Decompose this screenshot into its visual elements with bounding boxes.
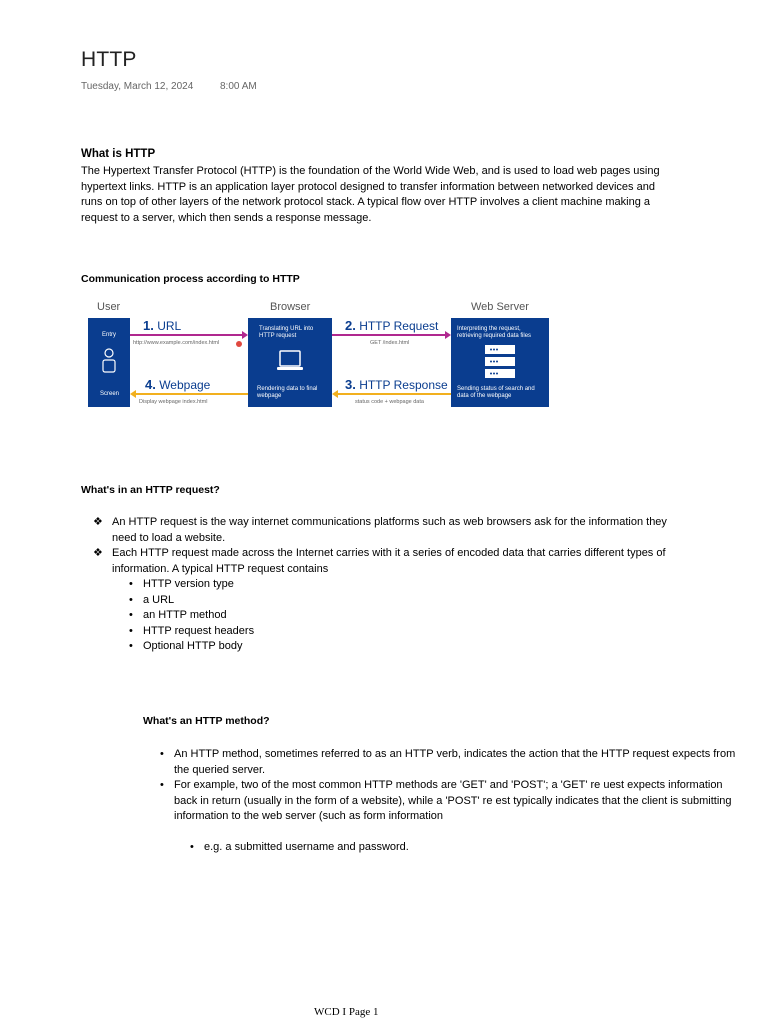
- step4-number: 4.: [145, 377, 156, 392]
- step2-text: HTTP Request: [359, 319, 439, 333]
- page-title: HTTP: [81, 48, 137, 71]
- user-screen-label: Screen: [100, 391, 120, 397]
- diagram-browser-label: Browser: [270, 301, 311, 313]
- page-date: Tuesday, March 12, 2024: [81, 81, 194, 92]
- diagram-user-label: User: [97, 301, 121, 313]
- diagram-server-label: Web Server: [471, 301, 529, 313]
- diamond-bullet-icon: ❖: [93, 547, 103, 559]
- arrow-request-1: [130, 330, 248, 340]
- step3-sub: status code + webpage data: [355, 399, 424, 405]
- server-top-text: Interpreting the request, retrieving required data files: [457, 326, 532, 339]
- server-box: [451, 318, 549, 407]
- browser-top-text: Translating URL into HTTP request: [259, 326, 314, 339]
- paragraph-what-is-http: [81, 164, 660, 226]
- cursor-dot: [236, 341, 242, 347]
- page-footer: WCD I Page 1: [314, 1006, 379, 1018]
- list-item: [174, 778, 732, 825]
- paragraph-line: The Hypertext Transfer Protocol (HTTP) is the foundation of the World Wide Web, and is used to load web pages using: [81, 165, 660, 177]
- step4-text: Webpage: [159, 378, 211, 392]
- list-item-line: For example, two of the most common HTTP methods are 'GET' and 'POST'; a 'GET' re uest expects information: [174, 779, 723, 791]
- arrow-response-3: [332, 389, 451, 399]
- section-heading-http-request: What's in an HTTP request?: [81, 484, 220, 496]
- browser-box: [248, 318, 332, 407]
- server-bottom-text: Sending status of search and data of the webpage: [457, 386, 535, 399]
- step1-text: URL: [157, 319, 182, 333]
- sublist: [129, 577, 254, 655]
- bullet-icon: •: [160, 779, 164, 791]
- bullet-icon: •: [129, 578, 133, 590]
- step2-sub: GET /index.html: [370, 340, 410, 346]
- sublist-item: • a URL: [129, 593, 254, 609]
- section-heading-http-method: What's an HTTP method?: [143, 715, 270, 727]
- list-item: [112, 546, 666, 577]
- user-box: [88, 318, 130, 407]
- arrow-request-2: [332, 330, 451, 340]
- user-entry-label: Entry: [102, 332, 117, 338]
- http-diagram: [84, 298, 554, 414]
- list-item-line: information. A typical HTTP request contains: [112, 562, 329, 575]
- section-heading-communication: Communication process according to HTTP: [81, 273, 300, 285]
- step3-text: HTTP Response: [359, 378, 448, 392]
- sublist-item: • an HTTP method: [129, 608, 254, 624]
- paragraph-line: runs on top of other layers of the network protocol stack. A typical flow over HTTP involves a client machine making a: [81, 196, 651, 208]
- step1-sub: http://www.example.com/index.html: [133, 340, 220, 346]
- list-item-line: Each HTTP request made across the Internet carries with it a series of encoded data that carries different types of: [112, 547, 666, 559]
- list-item-line: back in return (usually in the form of a website), while a 'POST' re est typically indicates that the client is submitting: [174, 794, 732, 807]
- section-heading-what-is-http: What is HTTP: [81, 148, 156, 160]
- list-item-line: the queried server.: [174, 763, 266, 776]
- list-item: [174, 747, 735, 778]
- bullet-icon: •: [129, 640, 133, 652]
- list-item-line: information to the web server (such as form information: [174, 810, 444, 822]
- sublist-item: e.g. a submitted username and password.: [204, 841, 409, 853]
- step3-number: 3.: [345, 377, 356, 392]
- list-item-line: An HTTP method, sometimes referred to as an HTTP verb, indicates the action that the HTTP request expects from: [174, 748, 736, 760]
- page-time: 8:00 AM: [220, 81, 257, 92]
- bullet-icon: •: [190, 841, 194, 853]
- laptop-icon: [276, 350, 304, 372]
- bullet-icon: •: [129, 624, 133, 637]
- list-item-line: need to load a website.: [112, 531, 226, 544]
- bullet-icon: •: [160, 748, 164, 760]
- step1-number: 1.: [143, 318, 154, 333]
- list-item: [112, 515, 667, 546]
- sublist-item: • HTTP request headers: [129, 624, 254, 640]
- arrow-response-4: [130, 389, 248, 399]
- bullet-icon: •: [129, 609, 133, 621]
- user-icon: [101, 348, 117, 374]
- paragraph-line: request to a server, which then sends a response message.: [81, 211, 372, 224]
- sublist-item: • Optional HTTP body: [129, 639, 254, 655]
- sublist-item: • HTTP version type: [129, 577, 254, 593]
- paragraph-line: hypertext links. HTTP is an application layer protocol designed to transfer information between networked devices and: [81, 180, 655, 193]
- step4-sub: Display webpage index.html: [139, 399, 208, 405]
- diamond-bullet-icon: ❖: [93, 516, 103, 528]
- browser-bottom-text: Rendering data to final webpage: [257, 386, 318, 399]
- server-icon: [482, 343, 518, 381]
- step2-number: 2.: [345, 318, 356, 333]
- list-item-line: An HTTP request is the way internet communications platforms such as web browsers ask for the information they: [112, 516, 667, 528]
- bullet-icon: •: [129, 593, 133, 606]
